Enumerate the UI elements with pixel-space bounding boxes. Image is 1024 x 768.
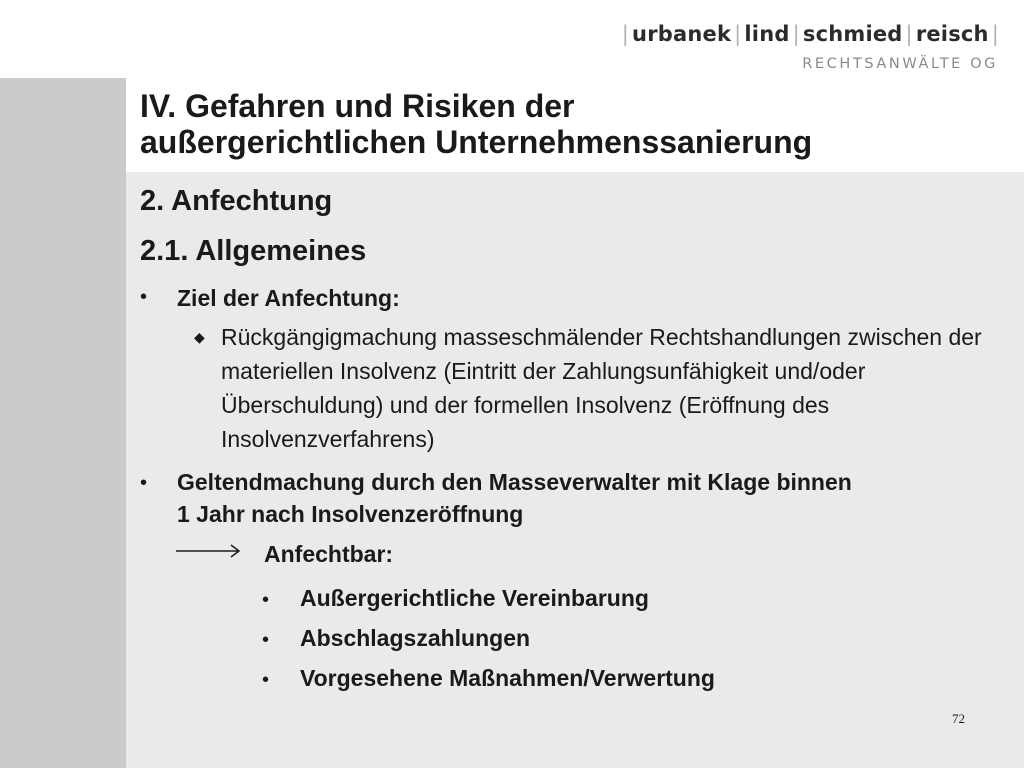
firm-logo [619,22,1002,72]
list-item: Vorgesehene Maßnahmen/Verwertung [300,665,715,691]
arrow-right-icon [176,540,246,560]
page-number: 72 [952,711,965,726]
logo-separator: | [734,22,742,46]
left-sidebar-decoration [0,78,126,768]
logo-subtitle: RECHTSANWÄLTE OG [802,56,998,72]
subsection-heading: 2.1. Allgemeines [140,235,367,267]
list-item: Abschlagszahlungen [300,625,531,651]
bullet-marker: • [262,589,270,611]
section-heading: 2. Anfechtung [140,185,333,217]
bullet-marker: • [140,472,148,494]
logo-name-schmied: schmied [802,22,903,46]
logo-name-reisch: reisch [915,22,989,46]
sub-bullet-text: Rückgängigmachung masseschmälender Rechtshandlungen zwischen der materiellen Insolvenz (Eintritt der Zahlungsunfähigkeit und/oder Überschuldung) und der formellen Insolvenz (Eröffnung des Insolvenzverfahrens) [221,324,982,452]
bullet-ziel: Ziel der Anfechtung: [177,285,400,311]
slide-title-line-2: außergerichtlichen Unternehmenssanierung [140,124,813,160]
logo-name-urbanek: urbanek [632,22,732,46]
bullet-geltendmachung [177,466,852,530]
arrow-label: Anfechtbar: [264,541,394,567]
logo-separator: | [621,22,630,46]
logo-separator: | [792,22,800,46]
bullet-marker: • [140,286,148,308]
logo-names [619,22,1002,46]
logo-separator: | [991,22,999,46]
slide-title-line-1: IV. Gefahren und Risiken der [140,88,575,124]
sub-bullet-diamond-icon: ◆ [194,329,205,345]
logo-separator: | [905,22,913,46]
bullet-marker: • [262,669,270,691]
bullet-geltendmachung-line-1: Geltendmachung durch den Masseverwalter mit Klage binnen [177,469,852,495]
slide-title [140,88,812,160]
bullet-geltendmachung-line-2: 1 Jahr nach Insolvenzeröffnung [177,501,524,527]
logo-name-lind: lind [744,22,790,46]
bullet-marker: • [262,629,270,651]
list-item: Außergerichtliche Vereinbarung [300,585,649,611]
